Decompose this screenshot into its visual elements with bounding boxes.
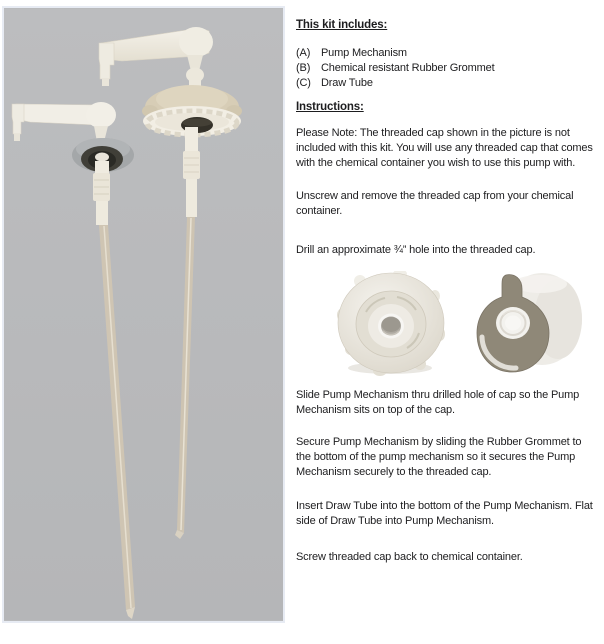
insert-paragraph: Insert Draw Tube into the bottom of the Pump Mechanism. Flat side of Draw Tube into Pump Mechanism. xyxy=(296,500,593,527)
instructions-column xyxy=(296,0,598,565)
pump-mechanisms-illustration xyxy=(4,8,283,621)
kit-list xyxy=(296,46,598,91)
unscrew-paragraph: Unscrew and remove the threaded cap from your chemical container. xyxy=(296,190,574,217)
item-label: (A) xyxy=(296,47,311,59)
item-text: Chemical resistant Rubber Grommet xyxy=(321,62,495,74)
list-item xyxy=(296,76,598,91)
screw-paragraph: Screw threaded cap back to chemical container. xyxy=(296,551,523,563)
list-item xyxy=(296,61,598,76)
item-label: (C) xyxy=(296,77,311,89)
item-text: Pump Mechanism xyxy=(321,47,407,59)
item-label: (B) xyxy=(296,62,311,74)
secure-paragraph: Secure Pump Mechanism by sliding the Rubber Grommet to the bottom of the pump mechanism so it secures the Pump Mechanism securely to the threaded cap. xyxy=(296,436,582,478)
instructions-heading: Instructions: xyxy=(296,101,364,113)
kit-heading: This kit includes: xyxy=(296,19,388,31)
list-item xyxy=(296,46,598,61)
drill-paragraph: Drill an approximate ¾” hole into the threaded cap. xyxy=(296,244,536,256)
drilled-cap-photo xyxy=(336,271,448,377)
product-photo xyxy=(2,6,285,623)
slide-paragraph: Slide Pump Mechanism thru drilled hole of cap so the Pump Mechanism sits on top of the cap. xyxy=(296,389,580,416)
item-text: Draw Tube xyxy=(321,77,373,89)
note-paragraph: Please Note: The threaded cap shown in the picture is not included with this kit. You will use any threaded cap that comes with the chemical container you wish to use this pump with. xyxy=(296,127,593,169)
cap-with-grommet-photo xyxy=(470,271,586,377)
cap-photos xyxy=(296,271,598,377)
